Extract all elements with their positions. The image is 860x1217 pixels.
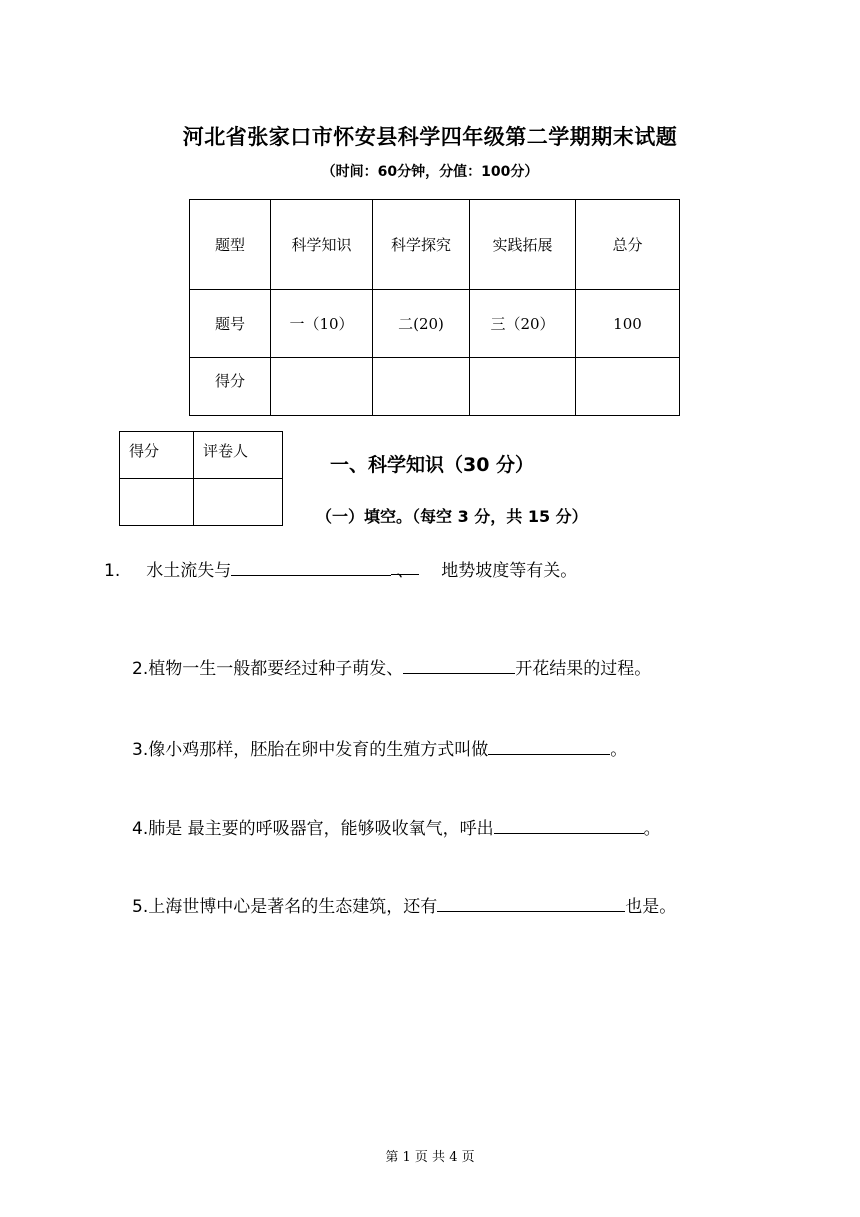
question-number: 1. [104, 561, 121, 581]
table-cell: 题号 [190, 290, 271, 358]
table-cell: 总分 [576, 200, 680, 290]
grader-input-cell[interactable] [194, 479, 283, 526]
table-cell: 评卷人 [194, 432, 283, 479]
table-cell: 二(20) [373, 290, 470, 358]
score-input-cell[interactable] [373, 358, 470, 416]
page-title: 河北省张家口市怀安县科学四年级第二学期期末试题 [182, 125, 678, 149]
table-cell: 得分 [190, 358, 271, 416]
table-row [120, 479, 283, 526]
table-row [190, 200, 680, 290]
table-cell: 一（10） [271, 290, 373, 358]
question-text: 5.上海世博中心是著名的生态建筑，还有 [132, 897, 438, 917]
table-cell: 科学探究 [373, 200, 470, 290]
answer-blank[interactable]: 、 [391, 556, 419, 575]
answer-blank[interactable] [488, 736, 610, 755]
score-input-cell[interactable] [470, 358, 576, 416]
answer-blank[interactable] [403, 655, 515, 674]
table-cell: 100 [576, 290, 680, 358]
page-number: 第 1 页 共 4 页 [385, 1150, 475, 1165]
question-text: 2.植物一生一般都要经过种子萌发、 [132, 659, 404, 679]
question-text: 。 [610, 740, 628, 760]
question-4 [132, 814, 661, 839]
table-cell: 三（20） [470, 290, 576, 358]
question-text: 也是。 [625, 897, 677, 917]
score-input-cell[interactable] [271, 358, 373, 416]
question-2 [132, 654, 651, 679]
question-3 [132, 735, 627, 760]
table-cell: 实践拓展 [470, 200, 576, 290]
answer-blank[interactable] [437, 893, 625, 912]
section-heading: 一、科学知识（30 分） [330, 454, 535, 476]
question-5 [132, 892, 676, 917]
question-text: 4.肺是 最主要的呼吸器官，能够吸收氧气，呼出 [132, 819, 494, 839]
score-input-cell[interactable] [576, 358, 680, 416]
answer-blank[interactable] [231, 557, 391, 576]
score-input-cell[interactable] [120, 479, 194, 526]
question-1 [104, 556, 577, 581]
table-row [190, 358, 680, 416]
exam-info: （时间：60分钟，分值：100分） [321, 164, 539, 180]
question-text: 。 [643, 819, 661, 839]
score-table [189, 199, 680, 416]
grader-table [119, 431, 283, 526]
table-cell: 题型 [190, 200, 271, 290]
table-row [120, 432, 283, 479]
table-cell: 科学知识 [271, 200, 373, 290]
table-cell: 得分 [120, 432, 194, 479]
question-text: 地势坡度等有关。 [441, 561, 578, 581]
question-text: 3.像小鸡那样，胚胎在卵中发育的生殖方式叫做 [132, 740, 489, 760]
table-row [190, 290, 680, 358]
section-subheading: （一）填空。（每空 3 分，共 15 分） [316, 507, 588, 526]
question-text: 开花结果的过程。 [515, 659, 652, 679]
answer-blank[interactable] [494, 815, 644, 834]
question-text: 水土流失与 [146, 561, 232, 581]
